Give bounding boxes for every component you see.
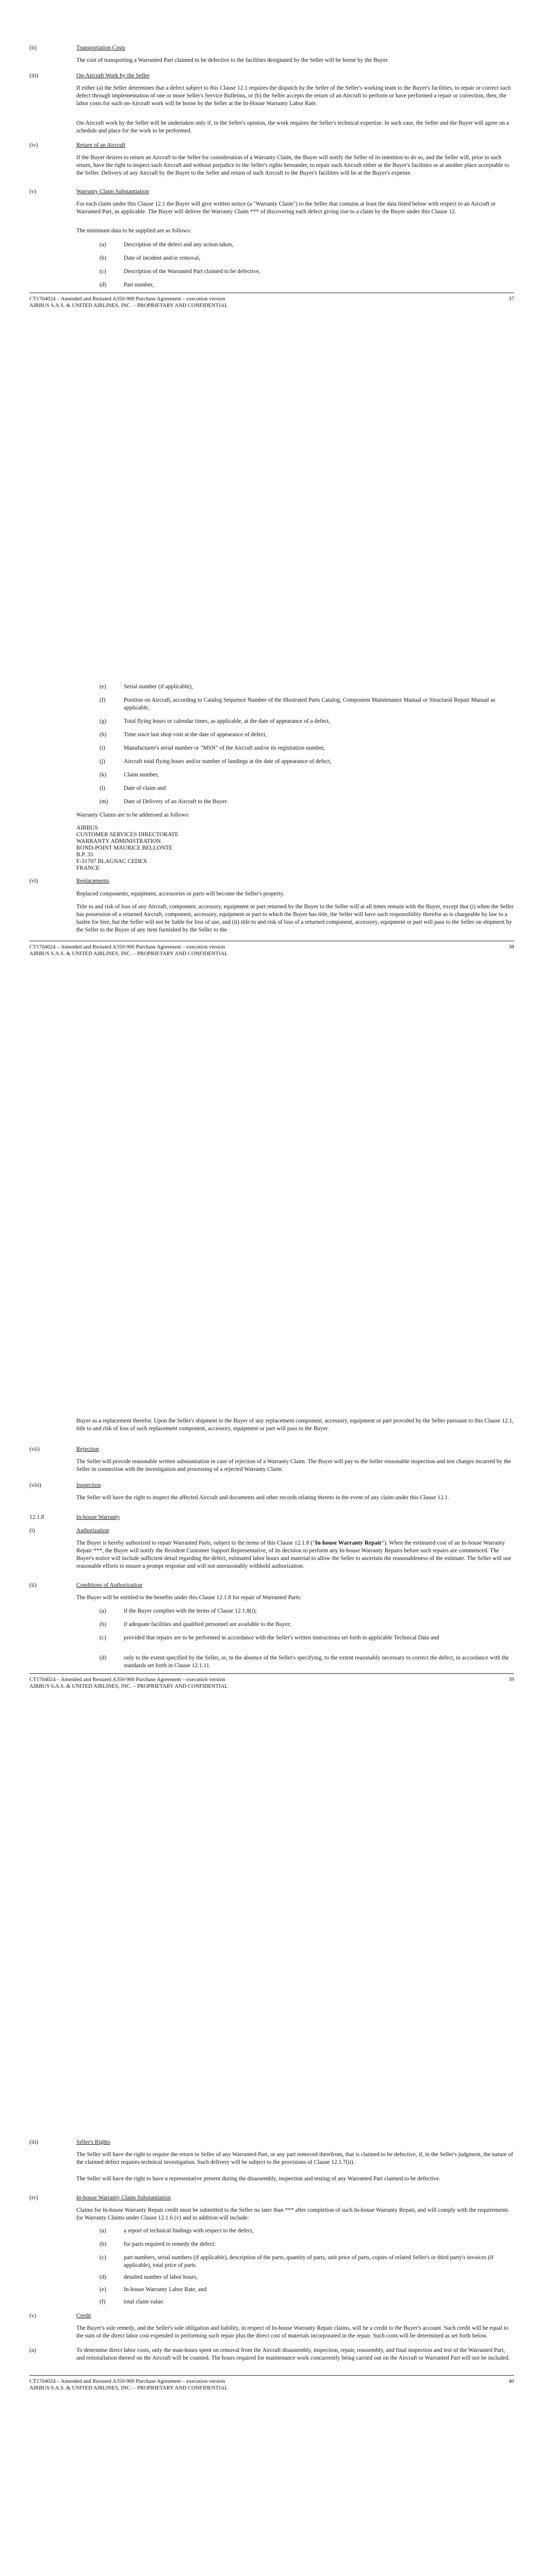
list-item-label: (e) bbox=[100, 2286, 106, 2293]
list-item-label: (a) bbox=[100, 1608, 106, 1614]
clause-text: The Buyer's sole remedy, and the Seller's sole obligation and liability, in respect of In-house Warranty Repair claims, will be a credit to the Buyer's account. Such credit will be equal to the sum of the direct labor cost expended in performing such repair plus the direct cost of materials incorporated in the repair. Such costs will be determined as set forth below. bbox=[76, 2325, 508, 2339]
address-block bbox=[76, 825, 515, 872]
clause-heading: Seller's Rights bbox=[76, 2139, 110, 2145]
footer-line-2: AIRBUS S.A.S. & UNITED AIRLINES, INC. – PROPRIETARY AND CONFIDENTIAL bbox=[29, 1684, 228, 1689]
clause-label: (i) bbox=[29, 1528, 35, 1534]
list-item: total claim value. bbox=[124, 2299, 164, 2305]
clause-label: (v) bbox=[29, 2313, 37, 2319]
list-item-label: (h) bbox=[100, 732, 107, 738]
list-item-label: (b) bbox=[100, 255, 107, 261]
clause-label: (a) bbox=[29, 2347, 36, 2353]
list-item-label: (f) bbox=[100, 697, 106, 703]
clause-heading: Conditions of Authorization bbox=[76, 1582, 142, 1588]
clause-text: The Seller will provide reasonable written substantiation in case of rejection of a Warranty Claim. The Buyer will pay to the Seller reasonable inspection and test charges incurred by the Seller in connection with the investigation and processing of a rejected Warranty Claim. bbox=[76, 1459, 511, 1472]
list-item: detailed number of labor hours, bbox=[124, 2274, 198, 2280]
list-item-label: (b) bbox=[100, 2241, 107, 2247]
address-line: ROND-POINT MAURICE BELLONTE bbox=[76, 845, 173, 851]
address-line: AIRBUS bbox=[76, 825, 98, 831]
address-line: CUSTOMER SERVICES DIRECTORATE bbox=[76, 832, 179, 838]
clause-text: On-Aircraft work by the Seller will be undertaken only if, in the Seller's opinion, the work requires the Seller's technical expertise. In such case, the Seller and the Buyer will agree on a schedule and place for the work to be performed. bbox=[76, 120, 509, 134]
list-item: Description of the Warranted Part claimed to be defective, bbox=[124, 268, 260, 275]
clause-heading: Rejection bbox=[76, 1446, 99, 1452]
list-item: Position on Aircraft, according to Catalog Sequence Number of the Illustrated Parts Catalog, Component Maintenance Manual or Structural Repair Manual as applicable, bbox=[124, 697, 496, 711]
footer-line-1: CT1704024 – Amended and Restated A350-900 Purchase Agreement – execution version bbox=[29, 944, 225, 950]
clause-text-part: "). When the estimated cost of an In-house Warranty Repair ***, the Buyer will notify the Resident Customer Support Representative, of its decision to perform any In-house Warranty Repairs before such repairs are commenced. The Buyer's notice will include sufficient detail regarding the defect, estimated labor hours and material to allow the Seller to ascertain the reasonableness of the estimate. The Seller will use reasonable efforts to ensure a prompt response and will not unreasonably withhold authorization. bbox=[76, 1540, 511, 1569]
clause-text-part: The Buyer is hereby authorized to repair Warranted Parts, subject to the terms of this Clause 12.1.8 (" bbox=[76, 1540, 315, 1546]
page-number: 37 bbox=[508, 296, 514, 302]
page-footer bbox=[29, 944, 514, 957]
list-item: part numbers, serial numbers (if applicable), description of the parts, quantity of parts, unit price of parts, copies of related Seller's or third party's invoices (if applicable), total price of parts bbox=[124, 2255, 494, 2268]
clause-heading: Return of an Aircraft bbox=[76, 142, 126, 148]
clause-label: (iii) bbox=[29, 73, 39, 79]
list-item-label: (l) bbox=[100, 785, 105, 791]
list-item: if the Buyer complies with the terms of Clause 12.1.8(i); bbox=[124, 1608, 257, 1614]
list-item-label: (d) bbox=[100, 1655, 107, 1661]
clause-heading: Credit bbox=[76, 2313, 91, 2319]
list-item: only to the extent specified by the Seller, or, in the absence of the Seller's specifying, to the extent reasonably necessary to correct the defect, in accordance with the standards set forth in Clause 12.1.11. bbox=[124, 1655, 509, 1669]
list-item-label: (g) bbox=[100, 718, 107, 724]
address-intro: Warranty Claims are to be addressed as follows: bbox=[76, 812, 190, 818]
list-item-label: (k) bbox=[100, 772, 107, 778]
list-item: Manufacturer's serial number or "MSN" of the Aircraft and/or its registration number, bbox=[124, 745, 325, 751]
list-item: Claim number, bbox=[124, 772, 159, 778]
address-line: B.P. 33 bbox=[76, 852, 93, 858]
clause-label: (iv) bbox=[29, 142, 38, 148]
clause-text: The Seller will have the right to have a representative present during the disassembly, inspection and testing of any Warranted Part claimed to be defective. bbox=[76, 2176, 441, 2182]
list-item: Date of Delivery of an Aircraft to the Buyer. bbox=[124, 799, 228, 805]
clause-label: (ii) bbox=[29, 45, 37, 51]
list-item-label: (c) bbox=[100, 268, 106, 275]
page-number: 38 bbox=[508, 944, 514, 950]
list-item-label: (c) bbox=[100, 1635, 106, 1641]
clause-text: To determine direct labor costs, only the man-hours spent on removal from the Aircraft disassembly, inspection, repair, reassembly, and final inspection and test of the Warranted Part, and reinstallation thereof on the Aircraft will be counted. The hours required for maintenance work concurrently being carried out on the Aircraft or Warranted Part will not be included. bbox=[76, 2347, 510, 2361]
list-item: for parts required to remedy the defect: bbox=[124, 2241, 216, 2247]
clause-label: (vi) bbox=[29, 878, 38, 884]
list-item: a report of technical findings with respect to the defect, bbox=[124, 2228, 254, 2234]
clause-label: (vii) bbox=[29, 1446, 40, 1452]
list-item-label: (b) bbox=[100, 1621, 107, 1628]
clause-text: Claims for In-house Warranty Repair credit must be submitted to the Seller no later than *** after completion of such In-house Warranty Repair, and will comply with the requirements for Warranty Claims under Clause 12.1.6 (v) and in addition will include: bbox=[76, 2207, 508, 2221]
clause-text: Title to and risk of loss of any Aircraft, component, accessory, equipment or part returned by the Buyer to the Seller will at all times remain with the Buyer, except that (i) when the Seller has possession of a returned Aircraft, component, accessory, equipment or part to which the Buyer has title, the Seller will have such responsibility therefor as is chargeable by law to a bailee for hire, but the Seller will not be liable for loss of use, and (ii) title to and risk of loss of a returned component, accessory, equipment or part will pass to the Seller on shipment by the Seller to the Buyer of any item furnished by the Seller to the bbox=[76, 904, 514, 933]
clause-label: (v) bbox=[29, 189, 37, 195]
list-item-label: (d) bbox=[100, 282, 107, 288]
list-item: In-house Warranty Labor Rate, and bbox=[124, 2286, 207, 2293]
footer-line-2: AIRBUS S.A.S. & UNITED AIRLINES, INC. – PROPRIETARY AND CONFIDENTIAL bbox=[29, 951, 228, 957]
clause-text bbox=[76, 1539, 515, 1570]
clause-label: (ii) bbox=[29, 1582, 37, 1588]
list-item: Date of claim and bbox=[124, 785, 166, 791]
clause-label: (iv) bbox=[29, 2195, 38, 2201]
clause-label: (viii) bbox=[29, 1482, 41, 1488]
list-item: Serial number (if applicable), bbox=[124, 684, 193, 690]
footer-rule bbox=[29, 1673, 514, 1674]
page-footer bbox=[29, 1676, 514, 1690]
clause-text: Replaced components, equipment, accessories or parts will become the Seller's property. bbox=[76, 891, 285, 897]
page-41 bbox=[0, 0, 544, 634]
page-footer bbox=[29, 2378, 514, 2392]
clause-text: If the Buyer desires to return an Aircraft to the Seller for consideration of a Warranty Claim, the Buyer will notify the Seller of its intention to do so, and the Seller will, prior to such return, have the right to inspect such Aircraft and without prejudice to the Seller's rights hereunder, to repair such Aircraft either at the Buyer's facilities or at another place acceptable to the Seller. Delivery of any Aircraft by the Buyer to the Seller and return of such Aircraft to the Buyer's facilities will be at the Buyer's expense. bbox=[76, 155, 509, 176]
clause-heading: Warranty Claim Substantiation bbox=[76, 189, 149, 195]
list-item-label: (a) bbox=[100, 2228, 106, 2234]
clause-heading: On-Aircraft Work by the Seller bbox=[76, 73, 150, 79]
clause-text: The Seller will have the right to inspect the affected Aircraft and documents and other records relating thereto in the event of any claim under this Clause 12.1. bbox=[76, 1495, 450, 1501]
clause-heading: Transportation Costs bbox=[76, 45, 125, 51]
clause-text: The cost of transporting a Warranted Part claimed to be defective to the facilities designated by the Seller will be borne by the Buyer. bbox=[76, 57, 389, 63]
footer-line-2: AIRBUS S.A.S. & UNITED AIRLINES, INC. – PROPRIETARY AND CONFIDENTIAL bbox=[29, 303, 228, 309]
footer-line-2: AIRBUS S.A.S. & UNITED AIRLINES, INC. – PROPRIETARY AND CONFIDENTIAL bbox=[29, 2385, 228, 2391]
footer-line-1: CT1704024 – Amended and Restated A350-900 Purchase Agreement – execution version bbox=[29, 2379, 225, 2384]
list-item: Time since last shop visit at the date of appearance of defect, bbox=[124, 732, 267, 738]
list-item-label: (d) bbox=[100, 2274, 107, 2280]
list-item-label: (j) bbox=[100, 758, 105, 765]
footer-line-1: CT1704024 – Amended and Restated A350-900 Purchase Agreement – execution version bbox=[29, 296, 225, 302]
clause-text: The minimum data to be supplied are as follows: bbox=[76, 228, 191, 234]
list-item: Date of incident and/or removal, bbox=[124, 255, 201, 261]
list-item: Description of the defect and any action taken, bbox=[124, 242, 234, 248]
defined-term: In-house Warranty Repair bbox=[315, 1540, 382, 1546]
address-line: FRANCE bbox=[76, 865, 100, 871]
clause-heading: Replacements bbox=[76, 878, 109, 884]
page-number: 40 bbox=[508, 2379, 514, 2384]
clause-text: The Buyer will be entitled to the benefits under this Clause 12.1.8 for repair of Warranted Parts: bbox=[76, 1595, 302, 1601]
page-number: 39 bbox=[508, 1677, 514, 1683]
clause-heading: In-house Warranty Claim Substantiation bbox=[76, 2195, 171, 2201]
clause-label: 12.1.8 bbox=[29, 1514, 44, 1520]
list-item-label: (i) bbox=[100, 745, 105, 751]
list-item: Total flying hours or calendar times, as applicable, at the date of appearance of a defect, bbox=[124, 718, 331, 724]
list-item-label: (f) bbox=[100, 2299, 106, 2305]
clause-text: The Seller will have the right to require the return to Seller of any Warranted Part, or any part removed therefrom, that is claimed to be defective, if, in the Seller's judgment, the nature of the claimed defect requires technical investigation. Such delivery will be subject to the provisions of Clause 12.1.7(ii). bbox=[76, 2151, 514, 2165]
clause-heading: Inspection bbox=[76, 1482, 101, 1488]
address-line: F-31707 BLAGNAC CEDEX bbox=[76, 858, 147, 865]
list-item-label: (c) bbox=[100, 2255, 106, 2261]
list-item-label: (a) bbox=[100, 242, 106, 248]
clause-heading: In-house Warranty bbox=[76, 1514, 120, 1520]
footer-rule bbox=[29, 2375, 514, 2376]
address-line: WARRANTY ADMINISTRATION bbox=[76, 838, 161, 844]
clause-text: For each claim under this Clause 12.1 the Buyer will give written notice (a "Warranty Claim") to the Seller that contains at least the data listed below with respect to an Aircraft or Warranted Part, as applicable. The Buyer will deliver the Warranty Claim *** of discovering each defect giving rise to a claim by the Buyer under this Clause 12. bbox=[76, 201, 496, 215]
clause-text: If either (a) the Seller determines that a defect subject to this Clause 12.1 requires the dispatch by the Seller of the Seller's working team to the Buyer's facilities, to repair or correct such defect through implementation of one or more Seller's Service Bulletins, or (b) the Seller accepts the return of an Aircraft to perform or have performed a repair or correction, then, the labor costs for such on-Aircraft work will be borne by the Seller at the In-House Warranty Labor Rate. bbox=[76, 85, 511, 107]
list-item-label: (m) bbox=[100, 799, 108, 805]
clause-heading: Authorization bbox=[76, 1528, 109, 1534]
list-item: provided that repairs are to be performed in accordance with the Seller's written instructions set forth in applicable Technical Data and bbox=[124, 1635, 439, 1641]
list-item: Part number, bbox=[124, 282, 154, 288]
footer-line-1: CT1704024 – Amended and Restated A350-900 Purchase Agreement – execution version bbox=[29, 1677, 225, 1683]
list-item: Aircraft total flying hours and/or number of landings at the date of appearance of defect, bbox=[124, 758, 332, 765]
list-item-label: (e) bbox=[100, 684, 106, 690]
clause-text: Buyer as a replacement therefor. Upon the Seller's shipment to the Buyer of any replacement component, accessory, equipment or part provided by the Seller pursuant to this Clause 12.1, title to and risk of loss of such replacement component, accessory, equipment or part will pass to the Buyer. bbox=[76, 1418, 514, 1432]
clause-label: (iii) bbox=[29, 2139, 39, 2145]
list-item: if adequate facilities and qualified personnel are available to the Buyer; bbox=[124, 1621, 292, 1628]
